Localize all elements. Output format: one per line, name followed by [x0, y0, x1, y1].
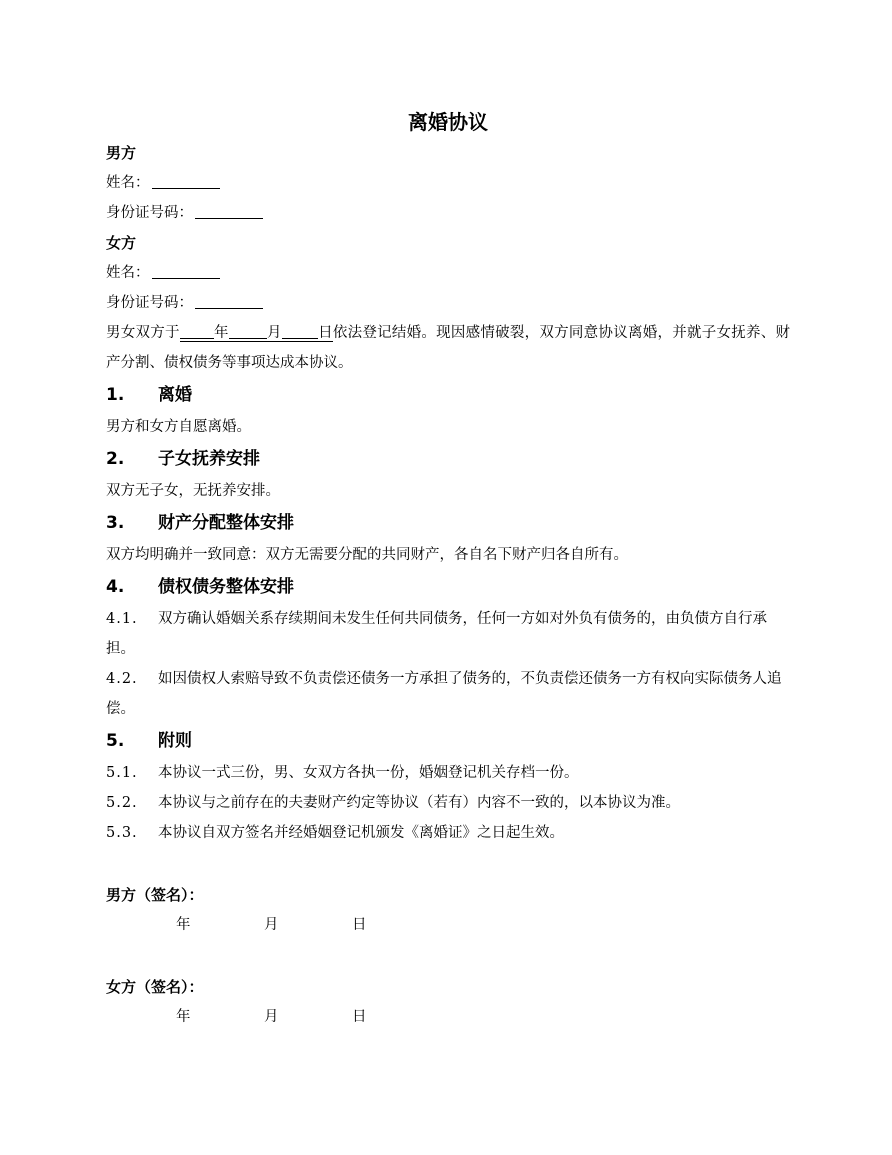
section-body: 双方均明确并一致同意：双方无需要分配的共同财产，各自名下财产归各自所有。 [106, 547, 628, 563]
section-body: 双方无子女，无抚养安排。 [106, 483, 280, 499]
section-title: 子女抚养安排 [158, 449, 260, 469]
female-signature-date [106, 1002, 790, 1032]
female-party-heading: 女方 [106, 234, 137, 252]
date-year-label: 年 [176, 917, 191, 933]
section-heading [106, 442, 790, 476]
female-id-label: 身份证号码： [106, 295, 193, 311]
male-name-line [106, 168, 790, 198]
female-name-label: 姓名： [106, 265, 150, 281]
clause [106, 758, 790, 788]
clause-text: 双方确认婚姻关系存续期间未发生任何共同债务，任何一方如对外负有债务的，由负债方自行承担。 [106, 611, 767, 657]
date-month-label: 月 [264, 1009, 279, 1025]
clause-number: 5.2. [106, 795, 138, 811]
section-heading [106, 724, 790, 758]
male-party-heading: 男方 [106, 144, 137, 162]
clause-number: 5.3. [106, 825, 138, 841]
marriage-year-label: 年 [213, 325, 229, 341]
marriage-month-blank [229, 320, 267, 339]
male-name-blank [152, 170, 220, 189]
clause-number: 5.1. [106, 765, 138, 781]
intro-paragraph [106, 318, 790, 378]
clause [106, 788, 790, 818]
male-id-blank [195, 200, 263, 219]
male-signature-block [106, 880, 790, 940]
section-heading [106, 378, 790, 412]
section-number: 1. [106, 385, 125, 405]
date-day-label: 日 [352, 917, 367, 933]
section-title: 财产分配整体安排 [158, 513, 294, 533]
female-id-line [106, 288, 790, 318]
marriage-month-label: 月 [266, 325, 282, 341]
date-year-label: 年 [176, 1009, 191, 1025]
male-id-label: 身份证号码： [106, 205, 193, 221]
section-heading [106, 506, 790, 540]
clause-text: 本协议与之前存在的夫妻财产约定等协议（若有）内容不一致的，以本协议为准。 [158, 795, 680, 811]
section-title: 附则 [158, 731, 192, 751]
section-number: 2. [106, 449, 125, 469]
male-signature-date [106, 910, 790, 940]
male-id-line [106, 198, 790, 228]
male-name-label: 姓名： [106, 175, 150, 191]
female-signature-label: 女方（签名）： [106, 978, 204, 996]
date-day-label: 日 [352, 1009, 367, 1025]
section-number: 3. [106, 513, 125, 533]
section-heading [106, 570, 790, 604]
female-name-blank [152, 260, 220, 279]
marriage-year-blank [180, 320, 214, 339]
date-month-label: 月 [264, 917, 279, 933]
clause-number: 4.2. [106, 671, 138, 687]
document-title: 离婚协议 [408, 110, 488, 134]
section-title: 离婚 [158, 385, 192, 405]
clause-number: 4.1. [106, 611, 138, 627]
female-id-blank [195, 290, 263, 309]
section-body: 男方和女方自愿离婚。 [106, 419, 251, 435]
marriage-day-blank [282, 320, 318, 339]
section-number: 5. [106, 731, 125, 751]
clause [106, 818, 790, 848]
female-name-line [106, 258, 790, 288]
section-number: 4. [106, 577, 125, 597]
clause-text: 本协议自双方签名并经婚姻登记机颁发《离婚证》之日起生效。 [158, 825, 564, 841]
clause-text: 如因债权人索赔导致不负责偿还债务一方承担了债务的，不负责偿还债务一方有权向实际债务人追偿。 [106, 671, 782, 717]
marriage-date-field [180, 325, 333, 342]
section-title: 债权债务整体安排 [158, 577, 294, 597]
clause-text: 本协议一式三份，男、女双方各执一份，婚姻登记机关存档一份。 [158, 765, 579, 781]
male-signature-label: 男方（签名）： [106, 886, 204, 904]
female-signature-block [106, 972, 790, 1032]
marriage-day-label: 日 [317, 325, 333, 341]
clause [106, 604, 790, 664]
intro-prefix: 男女双方于 [106, 325, 180, 341]
document-page [106, 106, 790, 1032]
intro-suffix: 依法登记结婚。现因感情破裂，双方同意协议离婚，并就子女抚养、财产分割、债权债务等事项达成本协议。 [106, 325, 791, 371]
clause [106, 664, 790, 724]
